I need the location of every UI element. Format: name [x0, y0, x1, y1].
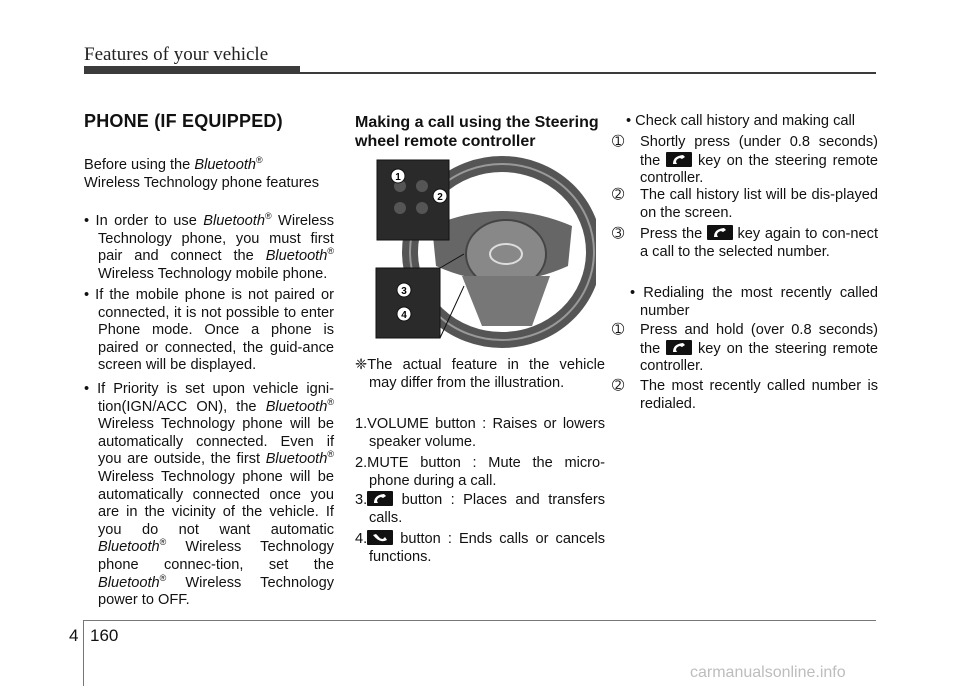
- callout-1: 1: [395, 172, 401, 183]
- bullet-text: • In order to use: [84, 213, 204, 229]
- brand-text: Bluetooth: [98, 574, 160, 591]
- footer-rule: [84, 620, 876, 621]
- phone-call-icon: [367, 491, 393, 506]
- brand-text: Bluetooth: [98, 539, 160, 556]
- step-number: ➂: [612, 226, 625, 242]
- bullet-text: Wireless Technology phone connec-tion, set the: [98, 539, 334, 573]
- illustration-note: ❈The actual feature in the vehicle may differ from the illustration.: [355, 357, 605, 391]
- step-item: [612, 378, 878, 413]
- list-text: button : Places and transfers calls.: [369, 492, 605, 526]
- phone-end-icon: [367, 530, 393, 545]
- steering-wheel-illustration: [372, 156, 596, 352]
- step-item: [612, 187, 878, 222]
- reg-mark: ®: [327, 246, 334, 257]
- intro-text: [84, 157, 334, 192]
- chapter-number: 4: [69, 626, 79, 645]
- watermark: carmanualsonline.info: [690, 664, 846, 681]
- bullet-text: • If Priority is set upon vehicle igni-tion(IGN/ACC ON), the: [84, 381, 334, 415]
- bullet-2: • If the mobile phone is not paired or connected, it is not possible to enter Phone mode. Once a phone is paired or connected, the guid-ance screen will be displayed.: [84, 287, 334, 374]
- step-number: ➀: [612, 134, 625, 150]
- list-item: 1.VOLUME button : Raises or lowers speaker volume.: [355, 416, 605, 450]
- bullet-text: Wireless Technology phone, you must first pair and connect the: [98, 213, 335, 265]
- phone-call-icon: [666, 340, 692, 355]
- bullet-1: [84, 213, 334, 283]
- step-text: The call history list will be dis-played on the screen.: [640, 187, 878, 221]
- bullet-text: Wireless Technology phone will be automatically connected once you are in the vicinity of the vehicle. If you do not want automatic: [98, 468, 334, 538]
- list-item: [355, 530, 605, 566]
- redial-heading: • Redialing the most recently called number: [630, 285, 878, 319]
- callout-2: 2: [437, 192, 443, 203]
- step-item: [612, 322, 879, 376]
- reg-mark: ®: [159, 537, 167, 548]
- reg-mark: ®: [256, 155, 263, 166]
- list-item: 2.MUTE button : Mute the micro-phone during a call.: [355, 455, 605, 489]
- brand-text: Bluetooth: [265, 451, 328, 468]
- step-text: Press the: [640, 226, 707, 242]
- bullet-text: Wireless Technology mobile phone.: [98, 265, 328, 282]
- list-item: [355, 491, 605, 527]
- step-text: Shortly press (under 0.8 seconds) the: [640, 134, 878, 169]
- step-text: key on the steering remote controller.: [640, 152, 879, 187]
- brand-text: Bluetooth: [265, 248, 328, 265]
- reg-mark: ®: [159, 572, 167, 583]
- list-num: 3.: [355, 492, 368, 508]
- bullet-text: Wireless Technology phone will be automatically connected. Even if you are outside, the first: [98, 416, 334, 468]
- list-text: button : Ends calls or cancels functions.: [369, 531, 605, 565]
- brand-text: Bluetooth: [194, 157, 257, 173]
- reg-mark: ®: [264, 211, 272, 222]
- reg-mark: ®: [327, 449, 334, 460]
- brand-text: Bluetooth: [265, 398, 328, 415]
- phone-call-icon: [666, 152, 692, 167]
- bullet-3: [84, 381, 334, 610]
- step-number: ➀: [612, 322, 625, 338]
- footer-divider: [83, 620, 84, 686]
- subsection-heading: Making a call using the Steering wheel remote controller: [355, 114, 599, 150]
- intro-part: Wireless Technology phone features: [84, 174, 319, 191]
- step-text: key again to con-nect a call to the selected number.: [640, 226, 878, 260]
- list-num: 4.: [355, 531, 368, 547]
- step-text: The most recently called number is redialed.: [640, 378, 878, 412]
- bullet-text: Wireless Technology power to OFF.: [98, 574, 334, 609]
- brand-text: Bluetooth: [203, 213, 265, 229]
- step-item: [612, 134, 879, 188]
- step-text: Press and hold (over 0.8 seconds) the: [640, 322, 878, 357]
- step-item: [612, 225, 878, 261]
- step-number: ➁: [612, 187, 625, 203]
- callout-3: 3: [401, 286, 407, 297]
- header-title: Features of your vehicle: [84, 44, 269, 65]
- phone-call-icon: [707, 225, 733, 240]
- step-number: ➁: [612, 378, 625, 394]
- callout-4: 4: [401, 310, 407, 321]
- intro-part: Before using the: [84, 157, 195, 173]
- step-text: key on the steering remote controller.: [640, 340, 879, 375]
- page-number: 160: [90, 626, 119, 645]
- section-heading: PHONE (IF EQUIPPED): [84, 111, 283, 131]
- header-rule: [84, 72, 876, 74]
- reg-mark: ®: [327, 396, 334, 407]
- call-history-heading: • Check call history and making call: [626, 113, 855, 129]
